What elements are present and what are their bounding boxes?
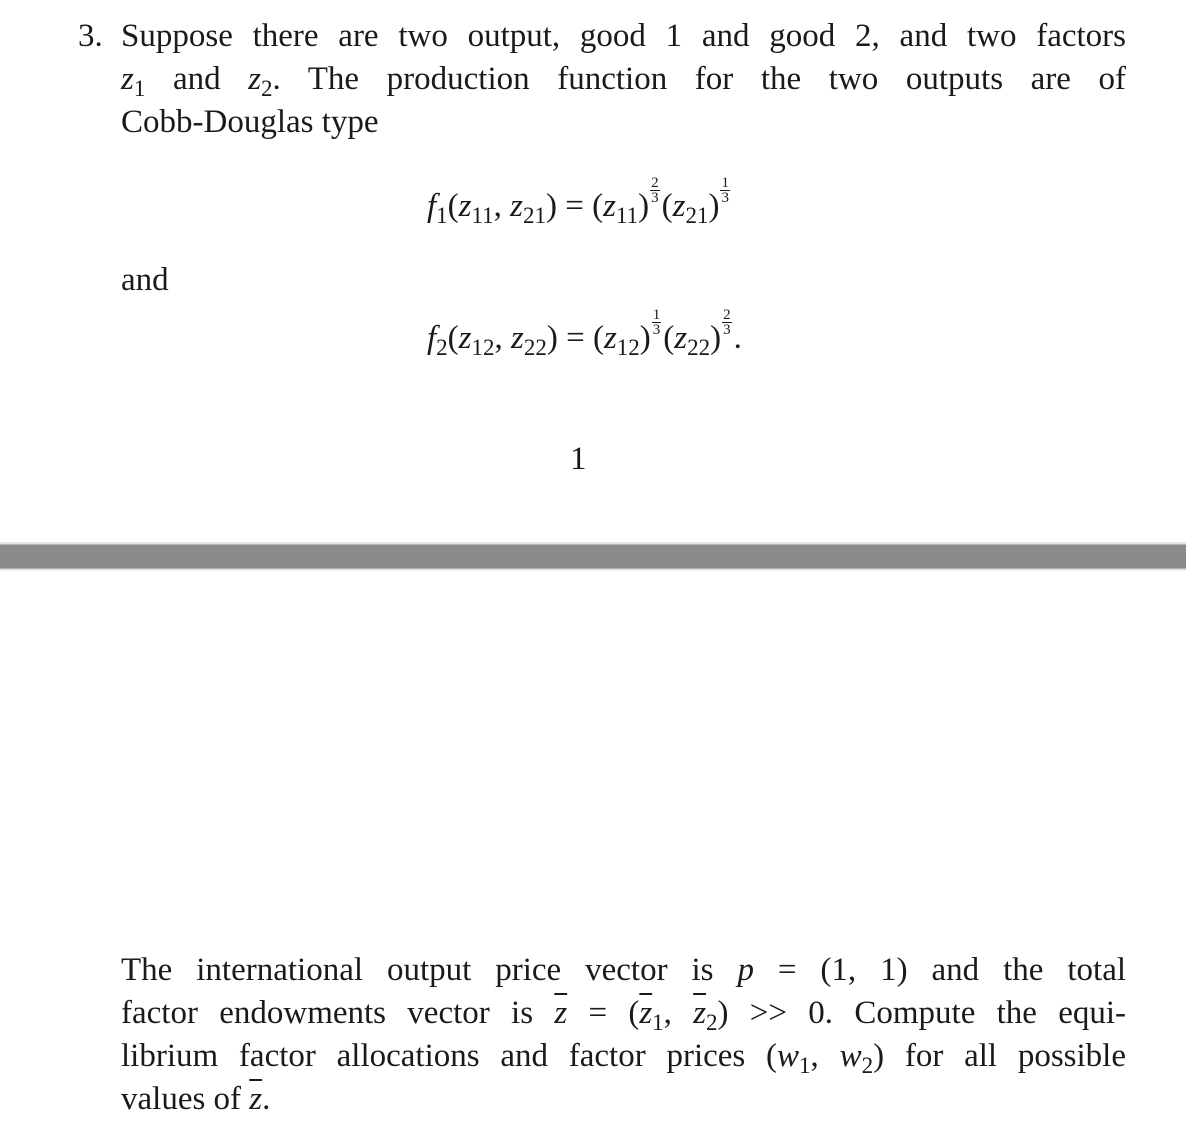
intro-line-2-rest: . The production function for the two outputs are of [272,61,1126,97]
connector-and: and [121,262,169,298]
w2-sub: 2 [861,1053,874,1078]
eq2-function-sub: 2 [436,335,448,360]
price-symbol: p [737,952,754,988]
z-bar-symbol: $\overline{z}$ [249,1081,263,1117]
equation-f1: $f_1(z_{11}$, $z_{21}) = (z_{11})$ $\frac{2}{3}$ $(z_{21})$ $\frac{1}{3}$ [427,175,729,228]
intro-and: and [172,61,221,97]
endowment-z1: $\overline{z}$ [639,995,653,1031]
eq1-rhs-arg1-sub: 11 [615,203,639,228]
endowment-z1-sub: 1 [652,1010,664,1035]
line3-text: librium factor allocations and factor prices ( [121,1038,778,1074]
line3-end: ) for all possible [873,1038,1126,1074]
eq1-exp1-den: 3 [651,190,659,206]
eq1-exp2-den: 3 [721,190,729,206]
eq2-exp1-num: 1 [652,307,661,323]
line4-end: . [262,1081,271,1117]
eq2-exp2-num: 2 [723,307,731,323]
eq2-rhs-arg1-sub: 12 [616,335,640,360]
eq1-rhs-arg2-sub: 21 [685,203,709,228]
eq2-arg1-sub: 12 [471,335,495,360]
document-page-2 [0,571,1186,1142]
line1-text: The international output price vector is [121,952,714,988]
endowment-eq: = ( [588,995,640,1031]
eq2-rhs-arg2-sub: 22 [687,335,711,360]
line2-end: Compute the equi- [854,995,1127,1031]
endowment-symbol: $\overline{z}$ [554,995,568,1031]
eq2-exponent-1 [652,308,662,337]
factor-z1-subscript: 1 [133,76,146,101]
eq1-exponent-2 [720,176,730,205]
factor-z2: z [248,61,262,97]
eq1-arg2-sub: 21 [523,203,547,228]
continuation-line-2 [121,992,1126,1035]
endowment-comma: , [663,995,672,1031]
line2-text: factor endowments vector is [121,995,534,1031]
w1-symbol: w [777,1038,800,1074]
page-separator [0,542,1186,571]
eq1-function-sub: 1 [436,203,448,228]
eq2-exp2-den: 3 [723,322,731,338]
continuation-line-1 [121,949,1126,992]
eq2-arg2: z [511,320,524,356]
eq1-arg2: z [510,188,524,224]
factor-z1: z [121,61,134,97]
intro-line-3: Cobb-Douglas type [121,104,379,140]
eq2-rhs-arg2: z [674,320,688,356]
w2-symbol: w [839,1038,862,1074]
continuation-line-4 [121,1078,1126,1121]
question-number: 3. [78,18,103,54]
eq2-exponent-2 [722,308,732,337]
eq2-exp1-den: 3 [652,322,661,338]
eq1-arg1: z [458,188,472,224]
eq2-arg1: z [458,320,472,356]
continuation-line-3: librium factor allocations and factor prices ($w_1$, $w_2$) for all possible [121,1038,1126,1078]
eq1-function: f [427,188,437,224]
eq1-rhs-arg2: z [672,188,686,224]
eq1-exp1-num: 2 [651,175,659,191]
endowment-relation: ) >> 0. [717,995,834,1031]
endowment-z2-sub: 2 [706,1010,718,1035]
eq1-exponent-1 [650,176,660,205]
factor-z2-subscript: 2 [261,76,273,101]
eq1-rhs-arg1: z [603,188,616,224]
question-intro [121,15,1126,144]
w1-sub: 1 [799,1053,811,1078]
eq1-exp2-num: 1 [721,175,729,191]
intro-line-2 [121,58,1126,101]
intro-line-1: Suppose there are two output, good 1 and good 2, and two factors [121,18,1126,54]
eq2-arg2-sub: 22 [523,335,547,360]
eq1-arg1-sub: 11 [471,203,494,228]
line1-end: and the total [931,952,1127,988]
equation-f2: $f_2(z_{12}$, $z_{22}) = (z_{12})$ $\frac{1}{3}$ $(z_{22})$ $\frac{2}{3}$ . [427,307,742,360]
price-value: = (1, 1) [777,952,908,988]
document-page-1 [0,0,1186,542]
page-number: 1 [570,441,587,477]
eq2-rhs-arg1: z [603,320,617,356]
continuation-paragraph [121,949,1126,1121]
line4-text: values of [121,1081,242,1117]
endowment-z2: $\overline{z}$ [693,995,707,1031]
eq2-function: f [427,320,437,356]
